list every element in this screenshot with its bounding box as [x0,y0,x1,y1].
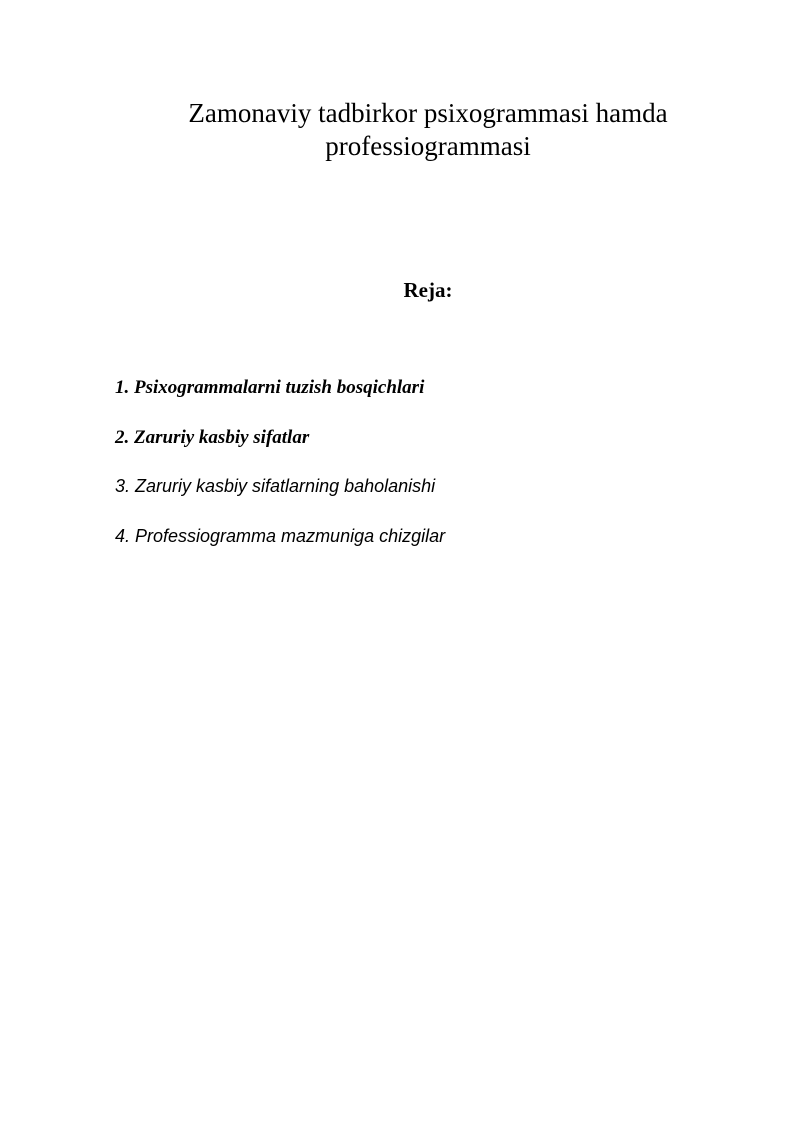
plan-heading: Reja: [403,278,453,302]
plan-item-2: 2. Zaruriy kasbiy sifatlar [115,426,310,448]
plan-item-3: 3. Zaruriy kasbiy sifatlarning baholanishi [115,476,436,496]
document-title-line-1: Zamonaviy tadbirkor psixogrammasi hamda [188,98,668,129]
plan-list [115,375,445,573]
plan-item-4: 4. Professiogramma mazmuniga chizgilar [115,525,446,546]
document-title [108,97,748,163]
plan-item-1: 1. Psixogrammalarni tuzish bosqichlari [115,377,425,398]
document-title-line-2: professiogrammasi [325,131,531,162]
